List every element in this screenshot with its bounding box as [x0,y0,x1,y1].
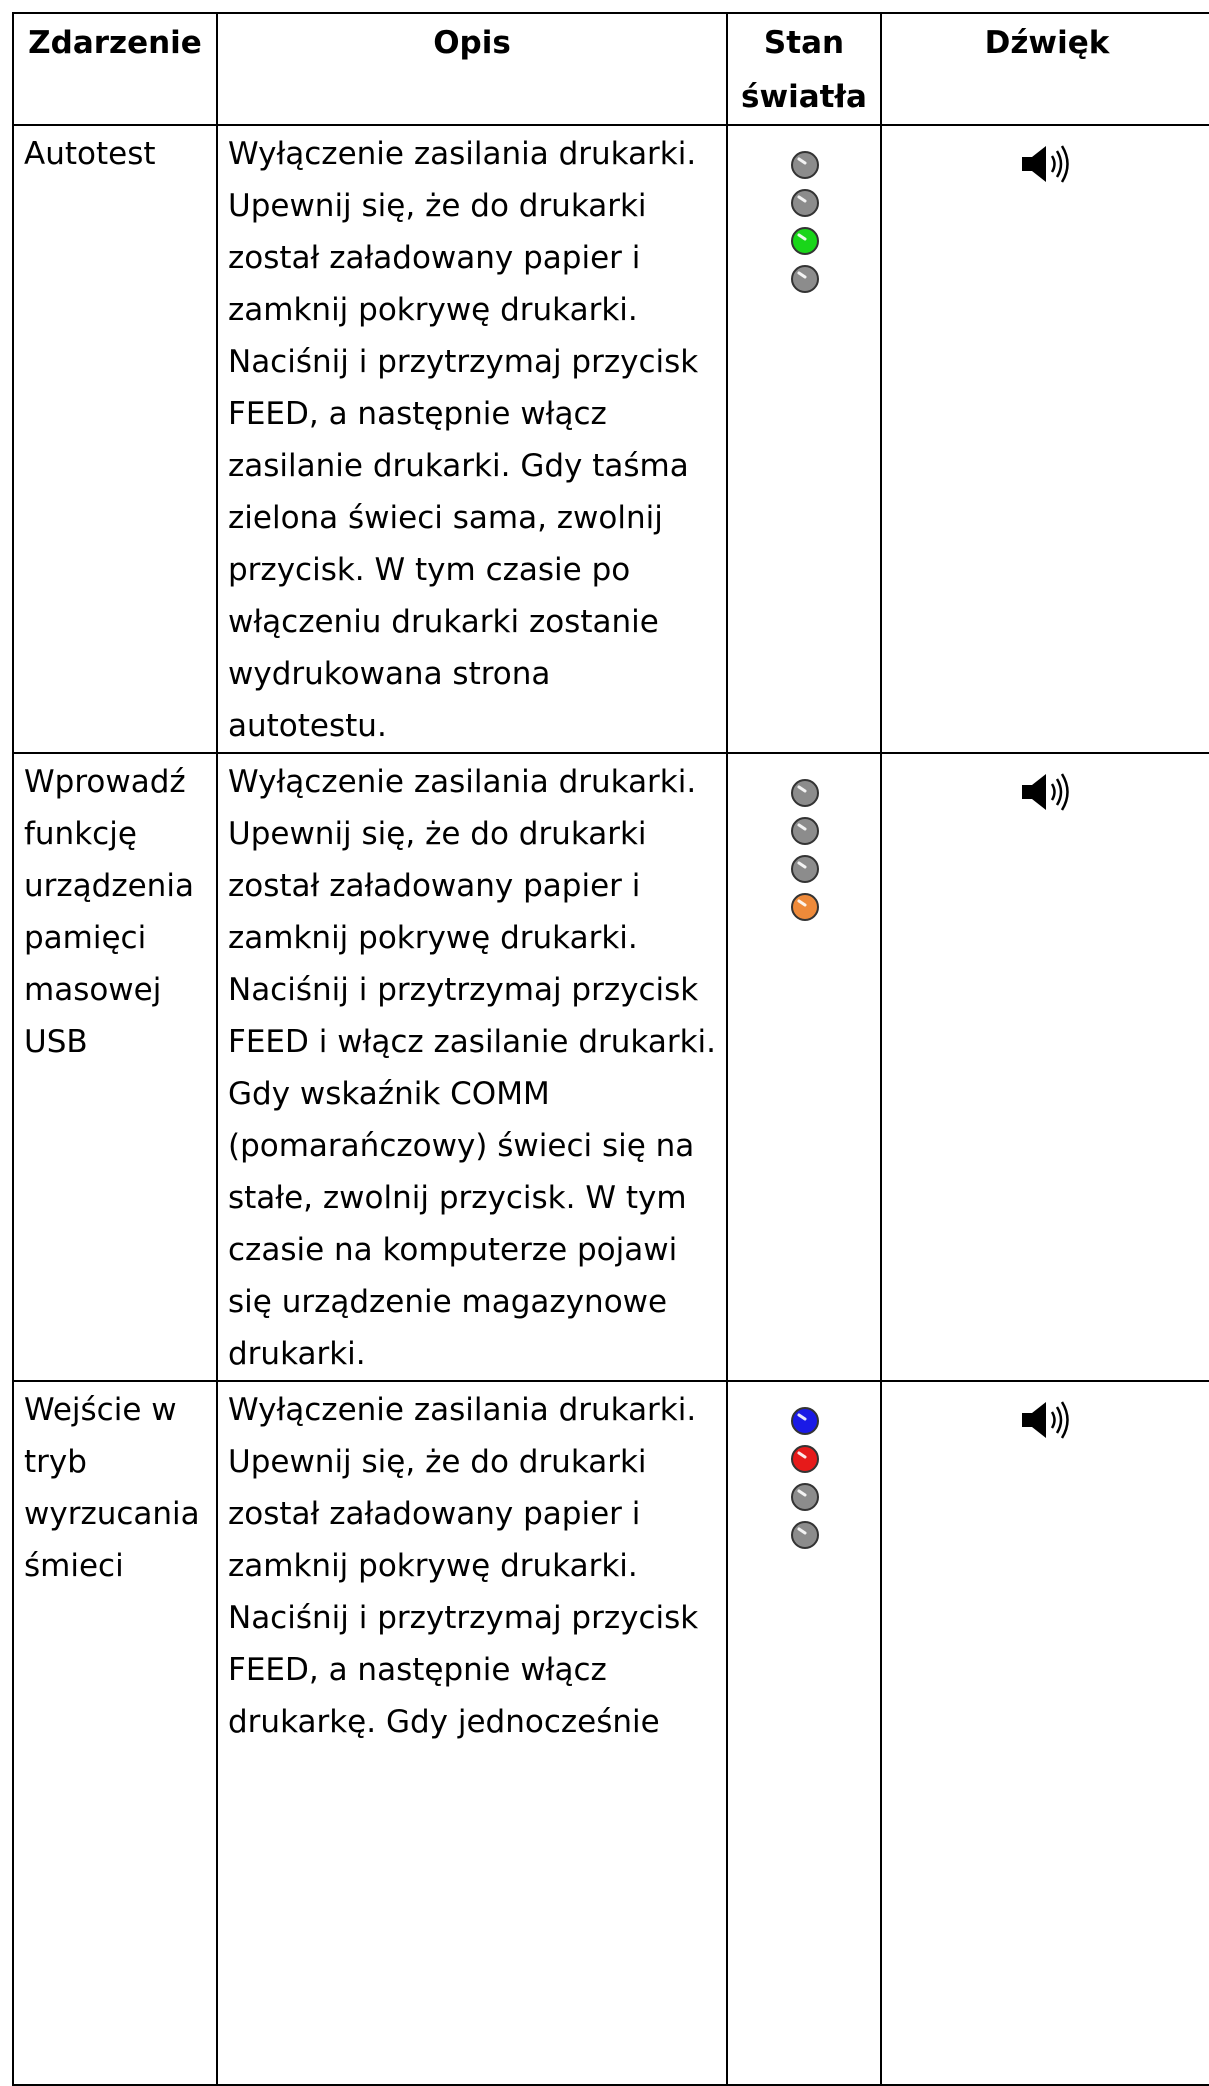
indicator-lamp-icon [790,1482,820,1512]
indicator-lamp-icon [790,854,820,884]
header-light-state: Stan światła [727,13,881,125]
indicator-lamp-icon [790,188,820,218]
event-description: Wyłączenie zasilania drukarki. Upewnij się, że do drukarki został załadowany papier i zamknij pokrywę drukarki. Naciśnij i przytrzymaj przycisk FEED, a następnie włącz zasilanie drukarki. Gdy taśma zielona świeci sama, zwolnij przycisk. W tym czasie po włączeniu drukarki zostanie wydrukowana strona autotestu. [228,136,699,744]
event-name: Wprowadź funkcję urządzenia pamięci masowej USB [24,764,194,1060]
indicator-lamp-icon [790,150,820,180]
light-state-cell [727,1381,881,2085]
indicator-lamp-icon [790,892,820,922]
description-cell [217,1381,727,2085]
speaker-icon [1018,142,1078,186]
sound-cell [881,753,1209,1381]
event-description: Wyłączenie zasilania drukarki. Upewnij się, że do drukarki został załadowany papier i zamknij pokrywę drukarki. Naciśnij i przytrzymaj przycisk FEED, a następnie włącz drukarkę. Gdy jednocześnie [228,1392,699,1740]
speaker-icon [1018,770,1078,814]
indicator-lights [790,1406,820,1558]
indicator-lamp-icon [790,816,820,846]
event-name: Autotest [24,136,156,172]
header-sound: Dźwięk [881,13,1209,125]
sound-cell [881,125,1209,753]
indicator-lamp-icon [790,264,820,294]
indicator-lamp-icon [790,1406,820,1436]
description-cell [217,753,727,1381]
light-state-cell [727,753,881,1381]
header-event: Zdarzenie [13,13,217,125]
table-row [13,125,1209,753]
sound-cell [881,1381,1209,2085]
event-description: Wyłączenie zasilania drukarki. Upewnij się, że do drukarki został załadowany papier i zamknij pokrywę drukarki. Naciśnij i przytrzymaj przycisk FEED i włącz zasilanie drukarki. Gdy wskaźnik COMM (pomarańczowy) świeci się na stałe, zwolnij przycisk. W tym czasie na komputerze pojawi się urządzenie magazynowe drukarki. [228,764,716,1372]
speaker-icon [1018,1398,1078,1442]
header-row [13,13,1209,125]
event-cell [13,125,217,753]
table-row [13,1381,1209,2085]
indicator-lamp-icon [790,226,820,256]
indicator-lamp-icon [790,1444,820,1474]
description-cell [217,125,727,753]
event-cell [13,1381,217,2085]
indicator-lights [790,778,820,930]
indicator-lights [790,150,820,302]
light-state-cell [727,125,881,753]
event-cell [13,753,217,1381]
indicator-lamp-icon [790,1520,820,1550]
event-name: Wejście w tryb wyrzucania śmieci [24,1392,200,1584]
table-row [13,753,1209,1381]
header-description: Opis [217,13,727,125]
indicator-lamp-icon [790,778,820,808]
events-table [12,12,1209,2086]
